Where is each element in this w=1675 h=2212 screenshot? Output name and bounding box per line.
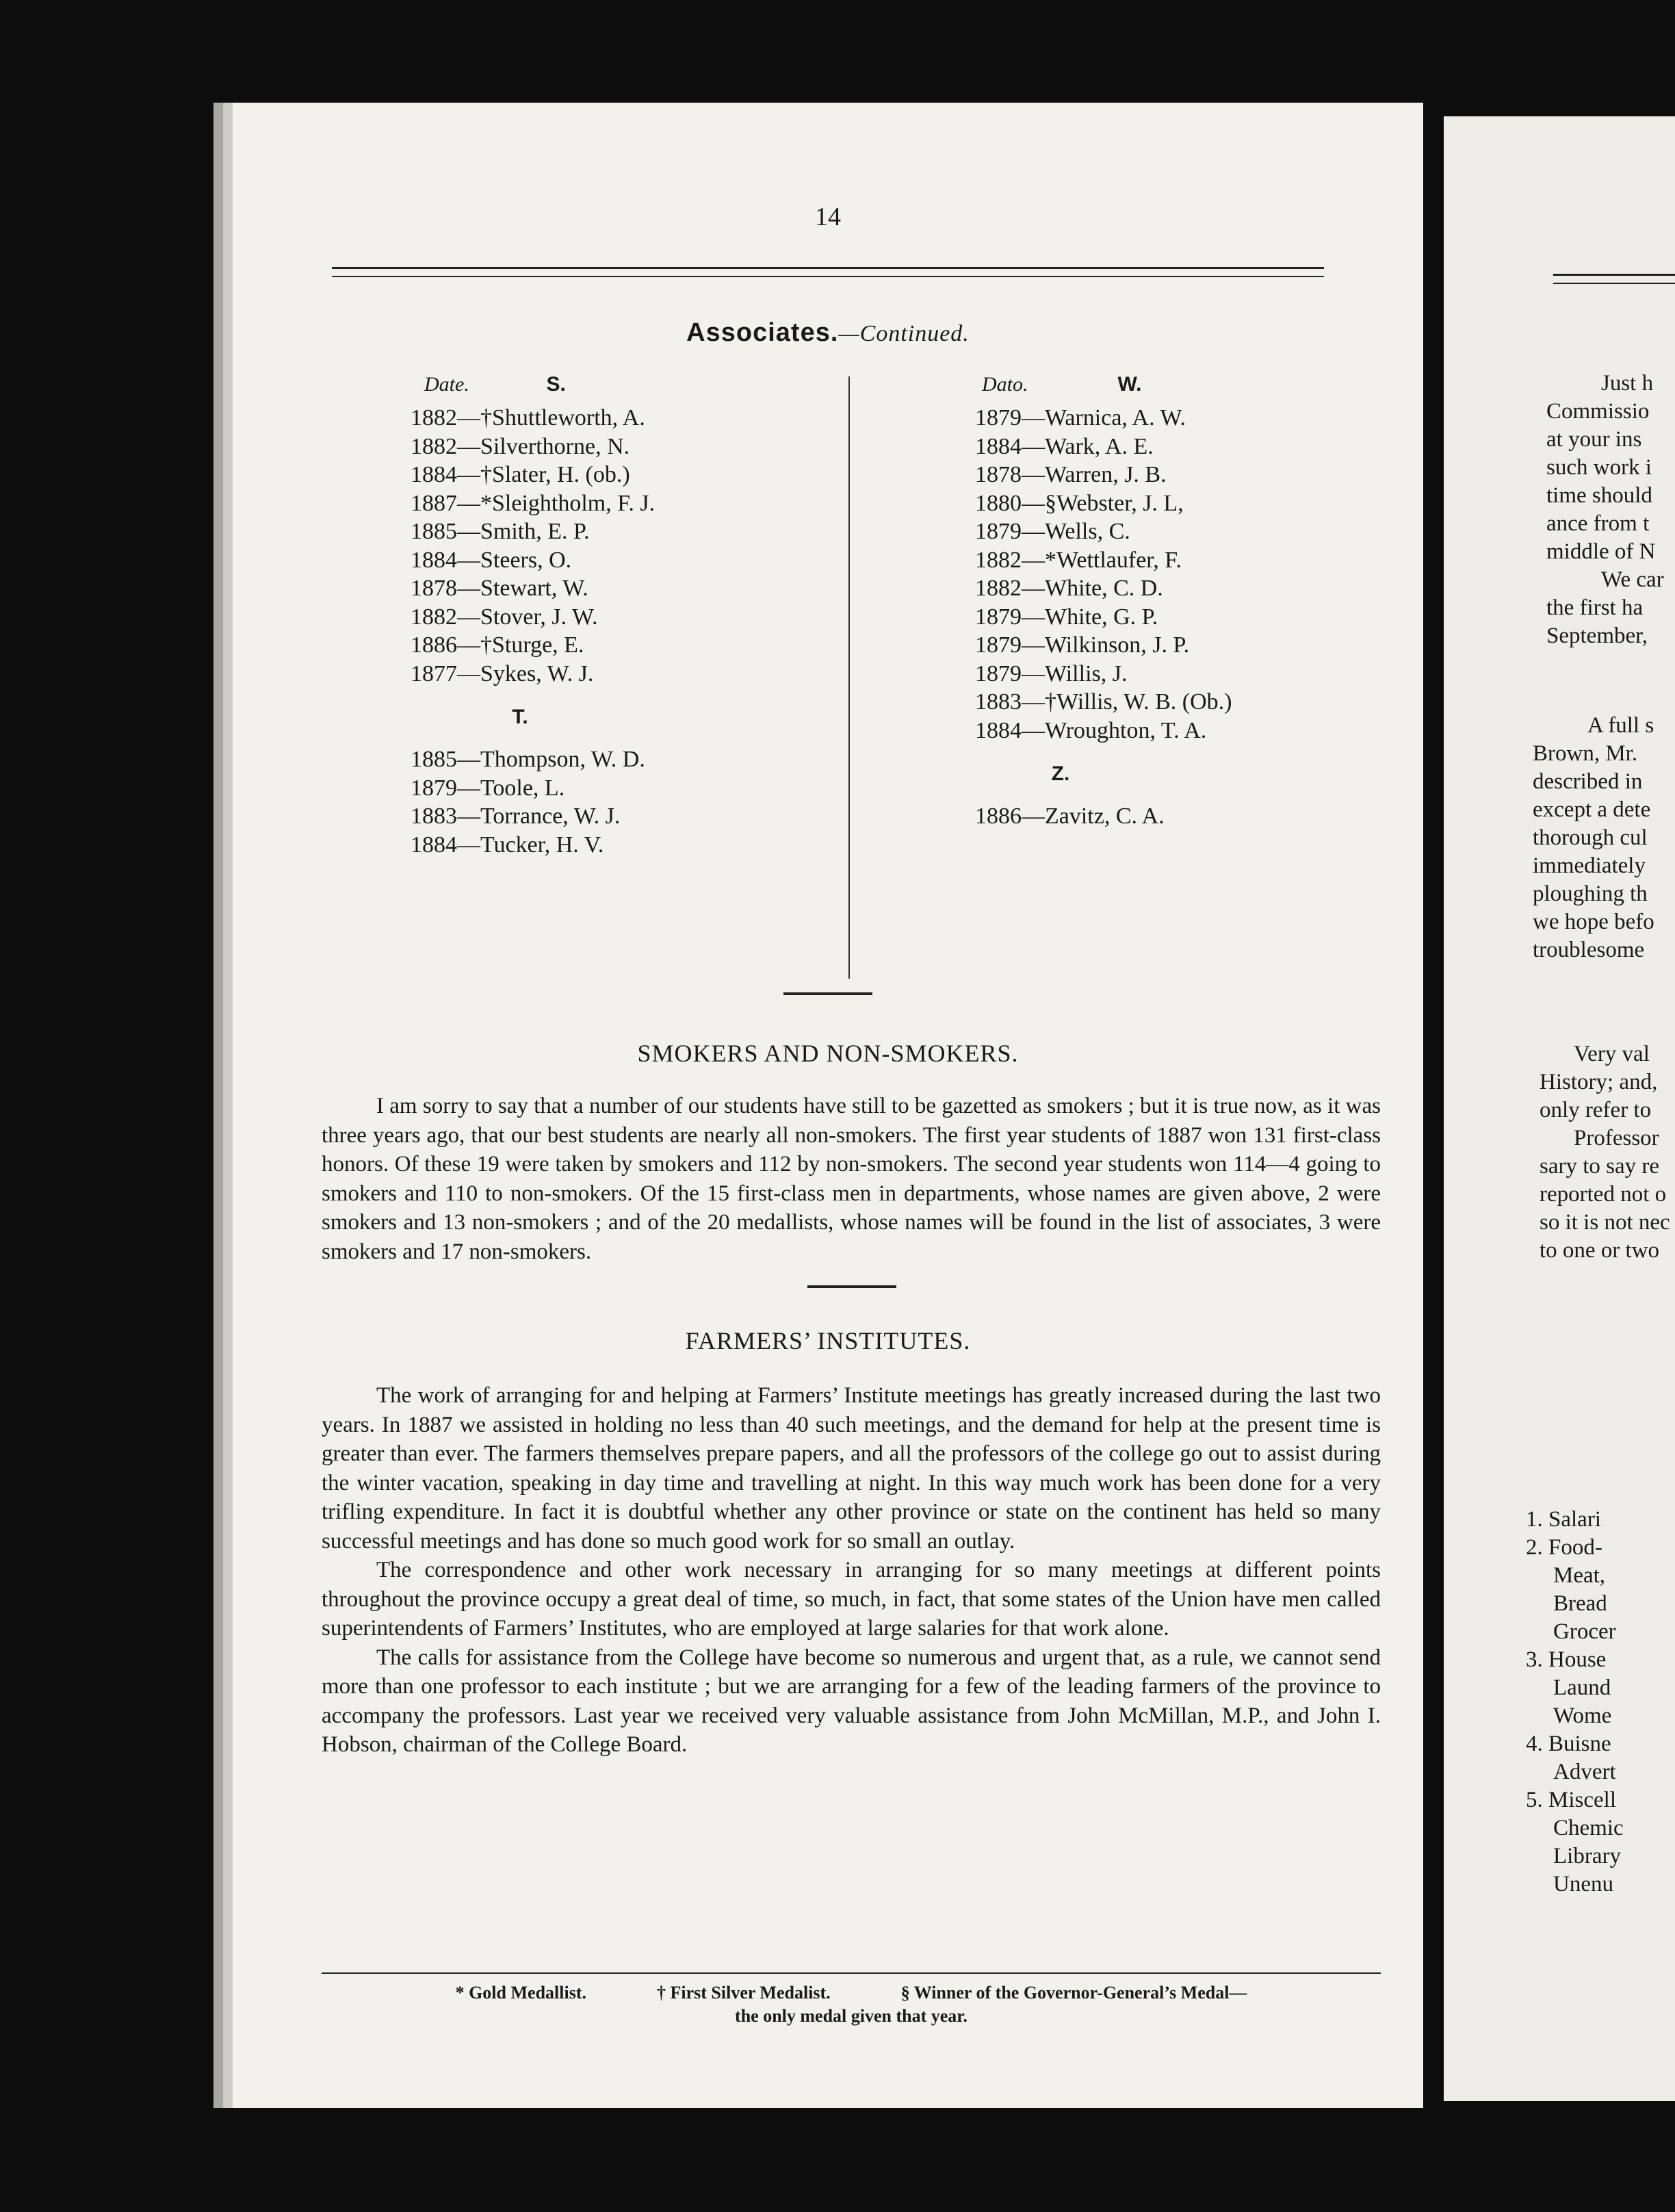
list-item: 1884—Wroughton, T. A. — [975, 717, 1207, 743]
list-item: Wome — [1553, 1703, 1612, 1728]
adjacent-header-rule — [1553, 274, 1675, 284]
list-item: 1886—†Sturge, E. — [411, 632, 584, 658]
farmers-paragraph: The work of arranging for and helping at Farmers’ Institute meetings has greatly increased during the last two years. In 1887 we assisted in holding no less than 40 such meetings, and the demand for help at the present time is greater than ever. The farmers themselves prepare papers, and all the professors of the college go out to assist during the winter vacation, speaking in day time and travelling at night. In this way much work has been done for a very trifling expenditure. In fact it is doubtful whether any other province or state on the continent has held so many successful meetings and has done so much good work for so small an outlay. — [322, 1383, 1381, 1554]
date-label-right: Dato. — [982, 373, 1028, 396]
text-line: reported not o — [1540, 1182, 1667, 1207]
document-page — [233, 103, 1423, 2108]
text-line: Commissio — [1546, 399, 1650, 424]
text-line: September, — [1546, 623, 1648, 648]
text-line: described in — [1533, 769, 1643, 794]
list-item: 1887—*Sleightholm, F. J. — [411, 490, 655, 516]
list-item: 1879—Toole, L. — [411, 775, 565, 801]
list-item: Advert — [1553, 1760, 1616, 1784]
text-line: ance from t — [1546, 511, 1650, 536]
text-line: troublesome — [1533, 938, 1645, 962]
date-label-left: Date. — [424, 373, 469, 396]
adjacent-numbered-list — [1526, 1506, 1624, 1899]
text-line: to one or two — [1540, 1238, 1660, 1263]
list-item: Chemic — [1553, 1816, 1624, 1840]
smokers-title: SMOKERS AND NON-SMOKERS. — [637, 1040, 1019, 1067]
text-line: time should — [1546, 483, 1652, 508]
list-item: 1884—Tucker, H. V. — [411, 832, 604, 858]
smokers-body — [322, 1092, 1381, 1266]
list-item: Grocer — [1553, 1619, 1616, 1644]
list-item: 4. Buisne — [1526, 1732, 1611, 1756]
text-line: Just h — [1601, 371, 1654, 396]
text-line: we hope befo — [1533, 910, 1654, 934]
list-item: 1883—†Willis, W. B. (Ob.) — [975, 689, 1232, 715]
text-line: at your ins — [1546, 427, 1642, 452]
list-item: 1884—Wark, A. E. — [975, 433, 1154, 459]
list-item: 1879—Warnica, A. W. — [975, 405, 1186, 430]
list-item: Library — [1553, 1844, 1621, 1868]
column-divider — [848, 376, 850, 979]
footnotes — [322, 1981, 1381, 2028]
footnote-rule — [322, 1972, 1381, 1974]
text-line: so it is not nec — [1540, 1210, 1670, 1235]
z-entry-list — [975, 802, 1232, 831]
farmers-paragraph: The correspondence and other work necessary in arranging for so many meetings at different points throughout the province occupy a great deal of time, so much, in fact, that some states of the Union have men called superintendents of Farmers’ Institutes, who are employed at large salaries for that work alone. — [322, 1558, 1381, 1641]
text-line: A full s — [1587, 713, 1654, 738]
text-line: only refer to — [1540, 1098, 1652, 1122]
list-item: 1882—Stover, J. W. — [411, 604, 598, 630]
letter-s-heading: S. — [546, 373, 566, 396]
list-item: 1884—†Slater, H. (ob.) — [411, 462, 630, 487]
list-item: 1886—Zavitz, C. A. — [975, 803, 1165, 829]
list-item: 1879—White, G. P. — [975, 604, 1158, 630]
associates-title-suffix: —Continued. — [838, 321, 970, 346]
list-item: 1879—Willis, J. — [975, 660, 1128, 686]
list-item: 1879—Wells, C. — [975, 519, 1130, 544]
footnote-silver: † First Silver Medalist. — [656, 1983, 831, 2003]
t-entry-list — [411, 745, 655, 859]
farmers-title: FARMERS’ INSTITUTES. — [685, 1327, 971, 1354]
w-entry-list — [975, 404, 1232, 745]
list-item: 1880—§Webster, J. L, — [975, 490, 1184, 516]
list-item: 1. Salari — [1526, 1507, 1601, 1532]
list-item: 1877—Sykes, W. J. — [411, 660, 594, 686]
header-rule — [332, 267, 1324, 277]
text-line: thorough cul — [1533, 825, 1648, 850]
list-item: 1882—Silverthorne, N. — [411, 433, 630, 459]
associates-title-text: Associates. — [686, 318, 839, 347]
list-item: Unenu — [1553, 1872, 1613, 1896]
list-item: 1884—Steers, O. — [411, 547, 572, 573]
page-number: 14 — [815, 203, 841, 231]
adjacent-text-block-2 — [1444, 712, 1675, 964]
list-item: 3. House — [1526, 1647, 1607, 1672]
associates-title — [233, 318, 1423, 348]
text-line: such work i — [1546, 455, 1652, 480]
farmers-body — [322, 1381, 1381, 1760]
list-item: 5. Miscell — [1526, 1788, 1616, 1812]
letter-w-heading: W. — [1117, 373, 1142, 396]
letter-t-heading: T. — [512, 706, 528, 728]
list-item: 1883—Torrance, W. J. — [411, 803, 621, 829]
list-item: Meat, — [1553, 1563, 1606, 1588]
text-line: the first ha — [1546, 595, 1644, 620]
list-item: 2. Food- — [1526, 1535, 1602, 1560]
text-line: immediately — [1533, 853, 1646, 878]
letter-z-heading: Z. — [1051, 762, 1070, 785]
associates-right-column — [975, 370, 1232, 831]
s-entry-list — [411, 404, 655, 688]
text-line: History; and, — [1540, 1070, 1658, 1094]
section-divider — [807, 1285, 896, 1288]
list-item: 1882—White, C. D. — [975, 576, 1163, 601]
list-item: 1885—Smith, E. P. — [411, 519, 590, 544]
text-line: Brown, Mr. — [1533, 741, 1638, 766]
footnote-gold: * Gold Medallist. — [455, 1983, 586, 2003]
smokers-paragraph: I am sorry to say that a number of our students have still to be gazetted as smokers ; but it is true now, as it was three years ago, that our best students are nearly all non-smokers. The first year students of 1887 won 131 first-class honors. Of these 19 were taken by smokers and 112 by non-smokers. The second year students won 114—4 going to smokers and 110 to non-smokers. Of the 15 first-class men in departments, whose names are given above, 2 were smokers and 13 non-smokers ; and of the 20 medallists, whose names will be found in the list of associates, 3 were smokers and 17 non-smokers. — [322, 1094, 1381, 1264]
footnote-governor-cont: the only medal given that year. — [735, 2006, 968, 2026]
text-line: middle of N — [1546, 539, 1656, 564]
adjacent-page — [1444, 116, 1675, 2101]
list-item: 1878—Warren, J. B. — [975, 462, 1167, 487]
list-item: Laund — [1553, 1675, 1611, 1700]
list-item: 1882—*Wettlaufer, F. — [975, 547, 1182, 573]
text-line: Very val — [1574, 1042, 1650, 1066]
adjacent-text-block-1 — [1444, 370, 1675, 650]
list-item: 1882—†Shuttleworth, A. — [411, 405, 645, 430]
text-line: We car — [1601, 567, 1664, 592]
text-line: except a dete — [1533, 797, 1651, 822]
farmers-paragraph: The calls for assistance from the College have become so numerous and urgent that, as a rule, we cannot send more than one professor to each institute ; but we are arranging for a few of the leading farmers of the province to accompany the professors. Last year we received very valuable assistance from John McMillan, M.P., and John I. Hobson, chairman of the College Board. — [322, 1645, 1381, 1757]
adjacent-text-block-3 — [1444, 1040, 1675, 1265]
list-item: 1878—Stewart, W. — [411, 576, 588, 601]
list-item: Bread — [1553, 1591, 1607, 1616]
text-line: Professor — [1574, 1126, 1659, 1150]
text-line: ploughing th — [1533, 882, 1648, 906]
associates-left-column — [411, 370, 655, 859]
text-line: sary to say re — [1540, 1154, 1660, 1179]
list-item: 1885—Thompson, W. D. — [411, 747, 645, 772]
list-item: 1879—Wilkinson, J. P. — [975, 632, 1190, 658]
section-divider — [783, 992, 872, 995]
footnote-governor: § Winner of the Governor-General’s Medal— — [900, 1983, 1247, 2003]
